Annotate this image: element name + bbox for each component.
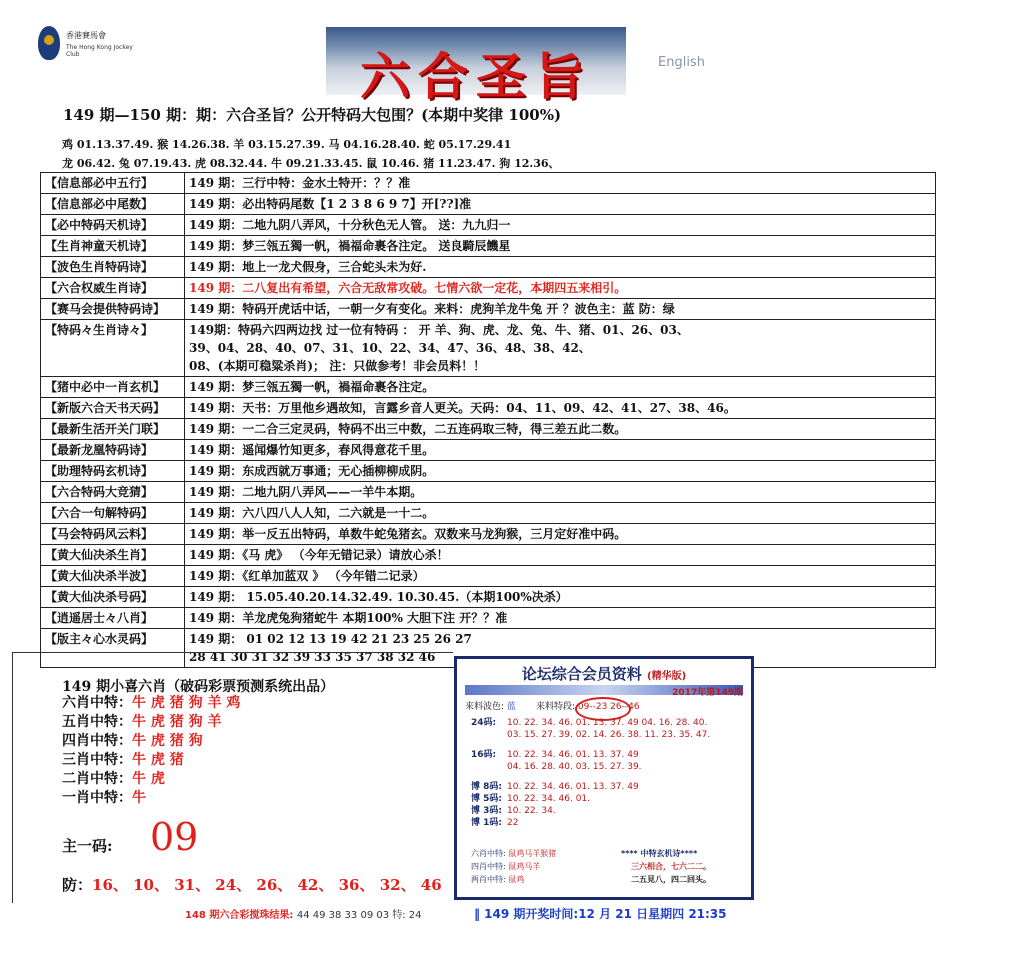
row-label: 【信息部必中尾数】 xyxy=(41,194,185,215)
row-label: 【特码々生肖诗々】 xyxy=(41,320,185,377)
panel-code-rows xyxy=(471,717,710,829)
xiaoxi-line xyxy=(62,711,222,731)
row-value xyxy=(185,377,936,398)
panel-code-value: 10. 22. 34. 46. 01. 13. 37. 49 04. 16. 28. 40. xyxy=(507,718,708,728)
six-label: 六肖中特: xyxy=(471,849,506,858)
row-value xyxy=(185,320,936,377)
table-row xyxy=(41,215,936,236)
panel-code-key: 16码: xyxy=(471,750,497,760)
table-row xyxy=(41,608,936,629)
xiaoxi-line xyxy=(62,768,165,788)
zodiac-numbers-line-1: 鸡 01.13.37.49. 猴 14.26.38. 羊 03.15.27.39. 马 04.16.28.40. 蛇 05.17.29.41 xyxy=(62,138,512,151)
row-value xyxy=(185,215,936,236)
row-label: 【六合一句解特码】 xyxy=(41,503,185,524)
row-label: 【马会特码风云料】 xyxy=(41,524,185,545)
xiaoxi-line-value: 牛 虎 猪 狗 羊 鸡 xyxy=(132,695,241,711)
logo-chinese-name: 香港賽馬會 xyxy=(66,31,106,40)
logo-english-name: The Hong Kong Jockey Club xyxy=(66,44,133,58)
row-value xyxy=(185,173,936,194)
panel-code-value: 03. 15. 27. 39. 02. 14. 26. 38. 11. 23. 35. 47. xyxy=(507,730,711,740)
xiaoxi-line-label: 二肖中特： xyxy=(62,771,132,787)
table-row xyxy=(41,461,936,482)
row-value-line: 28 41 30 31 32 39 33 35 37 38 32 46 xyxy=(189,650,436,664)
row-value xyxy=(185,257,936,278)
panel-title xyxy=(457,663,751,684)
prediction-table xyxy=(40,172,936,668)
row-value xyxy=(185,503,936,524)
panel-issue: 2017年第149期 xyxy=(672,688,743,698)
panel-code-value: 10. 22. 34. 46. 01. 13. 37. 49 xyxy=(507,782,639,792)
row-value xyxy=(185,482,936,503)
row-label: 【波色生肖特码诗】 xyxy=(41,257,185,278)
xiaoxi-line-value: 牛 虎 猪 xyxy=(132,752,184,768)
poem-line-2: 二五見八，四二回头。 xyxy=(631,875,711,884)
panel-code-key: 博 1码: xyxy=(471,818,502,828)
panel-code-key: 博 5码: xyxy=(471,794,502,804)
table-row xyxy=(41,278,936,299)
panel-code-value: 10. 22. 34. 46. 01. xyxy=(507,794,591,804)
defense-label: 防： xyxy=(62,876,93,894)
row-label: 【最新生活开关门联】 xyxy=(41,419,185,440)
xiaoxi-line xyxy=(62,692,240,712)
xiaoxi-line xyxy=(62,749,184,769)
row-value-line: 149 期：梦三瓴五獨一帆，禍福命裹各注定。 xyxy=(189,380,435,394)
panel-code-row xyxy=(471,749,710,761)
row-label: 【必中特码天机诗】 xyxy=(41,215,185,236)
panel-code-value: 04. 16. 28. 40. 03. 15. 27. 39. xyxy=(507,762,642,772)
table-row xyxy=(41,566,936,587)
row-label: 【生肖神童天机诗】 xyxy=(41,236,185,257)
table-row xyxy=(41,419,936,440)
row-label: 【版主々心水灵码】 xyxy=(41,629,185,668)
row-value xyxy=(185,587,936,608)
row-value xyxy=(185,461,936,482)
four-value: 鼠鸡马羊 xyxy=(508,862,541,871)
panel-code-row xyxy=(471,729,710,741)
table-row xyxy=(41,398,936,419)
row-value-line: 149 期： 01 02 12 13 19 42 21 23 25 26 27 xyxy=(189,632,472,646)
row-value xyxy=(185,194,936,215)
row-label: 【助理特码玄机诗】 xyxy=(41,461,185,482)
xiaoxi-line xyxy=(62,787,146,807)
table-row xyxy=(41,482,936,503)
panel-code-row xyxy=(471,717,710,729)
row-value-line: 149 期： 15.05.40.20.14.32.49. 10.30.45.（本期100%决杀） xyxy=(189,590,568,604)
member-data-panel xyxy=(454,656,754,900)
table-row xyxy=(41,503,936,524)
panel-code-key: 24码: xyxy=(471,718,497,728)
xiaoxi-line-label: 一肖中特： xyxy=(62,790,132,806)
row-value-line: 08、(本期可稳粱杀肖)； 注：只做参考！非会员料！！ xyxy=(189,359,486,373)
row-label: 【赛马会提供特码诗】 xyxy=(41,299,185,320)
row-label: 【最新龙凰特码诗】 xyxy=(41,440,185,461)
two-label: 两肖中特: xyxy=(471,875,506,884)
special-value: 09--23 26--46 xyxy=(577,702,640,712)
row-value xyxy=(185,236,936,257)
row-value-line: 149 期：六八四八人人知，二六就是一十二。 xyxy=(189,506,435,520)
table-row xyxy=(41,545,936,566)
row-value xyxy=(185,299,936,320)
xiaoxi-line-value: 牛 虎 猪 狗 羊 xyxy=(132,714,222,730)
row-value-line: 149 期：必出特码尾数【1 2 3 8 6 9 7】开[??]准 xyxy=(189,197,472,211)
xiaoxi-line-label: 五肖中特： xyxy=(62,714,132,730)
wave-label: 来料波色: xyxy=(465,702,505,712)
poem-title: **** 中特玄机诗**** xyxy=(621,849,698,858)
row-value xyxy=(185,608,936,629)
table-row xyxy=(41,320,936,377)
row-label: 【六合特码大竞猜】 xyxy=(41,482,185,503)
panel-code-row xyxy=(471,781,710,793)
four-label: 四肖中特: xyxy=(471,862,506,871)
row-value-line: 149 期：二地九阴八弄风——一羊牛本期。 xyxy=(189,485,423,499)
row-value-line: 149期：特码六四两边找 过一位有特码 ： 开 羊、狗、虎、龙、兔、牛、猪、01、26、03、 xyxy=(189,323,689,337)
result-label: 148 期六合彩搅珠结果: xyxy=(185,910,294,921)
row-value-line: 149 期：梦三瓴五獨一帆，禍福命裹各注定。 送良騎辰饑星 xyxy=(189,239,511,253)
row-value xyxy=(185,566,936,587)
table-row xyxy=(41,194,936,215)
main-code-label: 主一码: xyxy=(62,837,113,855)
main-code-value: 09 xyxy=(150,815,199,859)
table-row xyxy=(41,440,936,461)
panel-code-value: 10. 22. 34. 46. 01. 13. 37. 49 xyxy=(507,750,639,760)
panel-code-value: 22 xyxy=(507,818,519,828)
xiaoxi-line-label: 四肖中特： xyxy=(62,733,132,749)
result-numbers: 44 49 38 33 09 03 特: 24 xyxy=(296,910,422,921)
panel-code-row xyxy=(471,817,710,829)
panel-title-text: 论坛综合会员资料 xyxy=(521,665,642,683)
jockey-club-logo[interactable] xyxy=(38,24,148,64)
zodiac-numbers-line-2: 龙 06.42. 兔 07.19.43. 虎 08.32.44. 牛 09.21.33.45. 鼠 10.46. 猪 11.23.47. 狗 12.36、 xyxy=(62,157,560,170)
panel-code-key: 博 3码: xyxy=(471,806,502,816)
xiaoxi-line-label: 三肖中特： xyxy=(62,752,132,768)
panel-edition: (精华版) xyxy=(647,671,687,682)
xiaoxi-line-value: 牛 虎 猪 狗 xyxy=(132,733,203,749)
row-value-line: 149 期：三行中特：金水土特开：？？准 xyxy=(189,176,411,190)
row-value-line: 149 期：天书：万里他乡遇故知，言露乡音人更关。天码：04、11、09、42、41、27、38、46。 xyxy=(189,401,736,415)
row-value-line: 149 期：《红单加蓝双 》 （今年错二记录） xyxy=(189,569,425,583)
draw-time: ‖ 149 期开奖时间:12 月 21 日星期四 21:35 xyxy=(474,907,727,921)
row-value-line: 149 期：遥闻爆竹知更多，春风得意花千里。 xyxy=(189,443,435,457)
defense-numbers: 16、 10、 31、 24、 26、 42、 36、 32、 46 xyxy=(92,876,442,894)
special-label: 来料特段: xyxy=(535,702,576,712)
table-row xyxy=(41,377,936,398)
row-label: 【信息部必中五行】 xyxy=(41,173,185,194)
panel-code-row xyxy=(471,761,710,773)
banner-title: 六合圣旨 xyxy=(360,47,592,106)
row-value-line: 149 期：地上一龙犬假身，三合蛇头未为好. xyxy=(189,260,427,274)
panel-code-key: 博 8码: xyxy=(471,782,502,792)
table-row xyxy=(41,236,936,257)
wave-value: 蓝 xyxy=(506,702,516,712)
title-banner xyxy=(326,27,626,106)
last-draw-result xyxy=(185,906,422,921)
row-value-line: 149 期：二地九阴八弄风，十分秋色无人管。 送：九九归一 xyxy=(189,218,511,232)
row-value-line: 149 期：《马 虎》 （今年无错记录）请放心杀！ xyxy=(189,548,449,562)
row-value-line: 149 期：二八复出有希望，六合无敌常攻破。七情六欲一定花，本期四五来相引。 xyxy=(189,281,627,295)
page-headline: 149 期—150 期：期：六合圣旨？公开特码大包围？(本期中奖律 100%) xyxy=(63,106,562,124)
two-value: 鼠鸡 xyxy=(508,875,525,884)
xiaoxi-title: 149 期小喜六肖（破码彩票预测系统出品） xyxy=(62,679,335,695)
table-row xyxy=(41,173,936,194)
table-row xyxy=(41,257,936,278)
row-label: 【六合权威生肖诗】 xyxy=(41,278,185,299)
row-label: 【猪中必中一肖玄机】 xyxy=(41,377,185,398)
row-value-line: 149 期：举一反五出特码，单数牛蛇兔猪玄。双数来马龙狗猴，三月定好准中码。 xyxy=(189,527,627,541)
row-label: 【黄大仙决杀半波】 xyxy=(41,566,185,587)
row-label: 【新版六合天书天码】 xyxy=(41,398,185,419)
row-label: 【黄大仙决杀号码】 xyxy=(41,587,185,608)
panel-wave-line xyxy=(465,699,640,712)
panel-code-row xyxy=(471,793,710,805)
row-value-line: 149 期：羊龙虎兔狗猪蛇牛 本期100% 大胆下注 开？？准 xyxy=(189,611,508,625)
row-value-line: 149 期：东成西就万事通；无心插柳柳成阴。 xyxy=(189,464,435,478)
row-label: 【逍遥居士々八肖】 xyxy=(41,608,185,629)
row-value xyxy=(185,545,936,566)
jockey-club-emblem-icon xyxy=(38,26,60,60)
row-label: 【黄大仙决杀生肖】 xyxy=(41,545,185,566)
table-row xyxy=(41,524,936,545)
english-link[interactable]: English xyxy=(658,55,705,70)
row-value xyxy=(185,524,936,545)
xiaoxi-line xyxy=(62,730,203,750)
row-value xyxy=(185,398,936,419)
row-value-line: 149 期：一二合三定灵码，特码不出三中数，二五连码取三特，得三差五此二数。 xyxy=(189,422,627,436)
defense-line xyxy=(62,874,442,895)
row-value xyxy=(185,278,936,299)
xiaoxi-line-label: 六肖中特： xyxy=(62,695,132,711)
table-row xyxy=(41,587,936,608)
row-value-line: 149 期：特码开虎话中话，一朝一夕有变化。来料：虎狗羊龙牛兔 开 ？波色主：蓝 防：绿 xyxy=(189,302,675,316)
row-value-line: 39、04、28、40、07、31、10、22、34、47、36、48、38、42、 xyxy=(189,341,591,355)
row-value xyxy=(185,419,936,440)
panel-code-value: 10. 22. 34. xyxy=(507,806,556,816)
xiaoxi-line-value: 牛 虎 xyxy=(132,771,165,787)
poem-line-1: 三六相合，七六二二。 xyxy=(631,862,711,871)
row-value xyxy=(185,440,936,461)
six-value: 鼠鸡马羊猴猪 xyxy=(508,849,557,858)
xiaoxi-line-value: 牛 xyxy=(132,790,146,806)
table-row xyxy=(41,299,936,320)
panel-code-row xyxy=(471,805,710,817)
